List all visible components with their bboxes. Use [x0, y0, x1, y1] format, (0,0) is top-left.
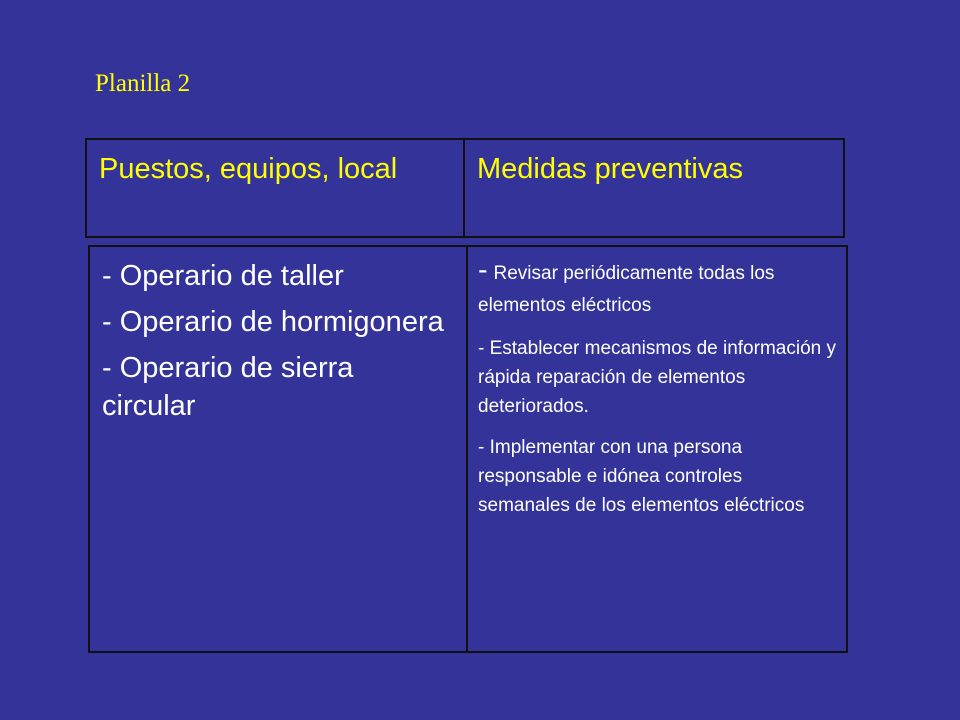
header-cell-measures: Medidas preventivas — [477, 153, 743, 185]
position-item: - Operario de taller — [102, 260, 344, 292]
measure-item: - Establecer mecanismos de información y rápida reparación de elementos deteriorados. — [478, 338, 836, 417]
table-body-row — [88, 245, 848, 653]
measure-dash: - — [478, 254, 488, 286]
measure-item — [478, 255, 836, 322]
table-header-row — [85, 138, 845, 238]
measures-cell — [468, 247, 846, 651]
position-item: - Operario de sierra circular — [102, 352, 354, 422]
slide-title: Planilla 2 — [95, 70, 191, 97]
positions-cell — [90, 247, 468, 651]
measure-item: - Implementar con una persona responsable e idónea controles semanales de los elementos eléctricos — [478, 437, 805, 516]
header-cell-positions: Puestos, equipos, local — [87, 140, 465, 236]
measure-text: Revisar periódicamente todas los elementos eléctricos — [478, 263, 775, 316]
position-item: - Operario de hormigonera — [102, 306, 444, 338]
